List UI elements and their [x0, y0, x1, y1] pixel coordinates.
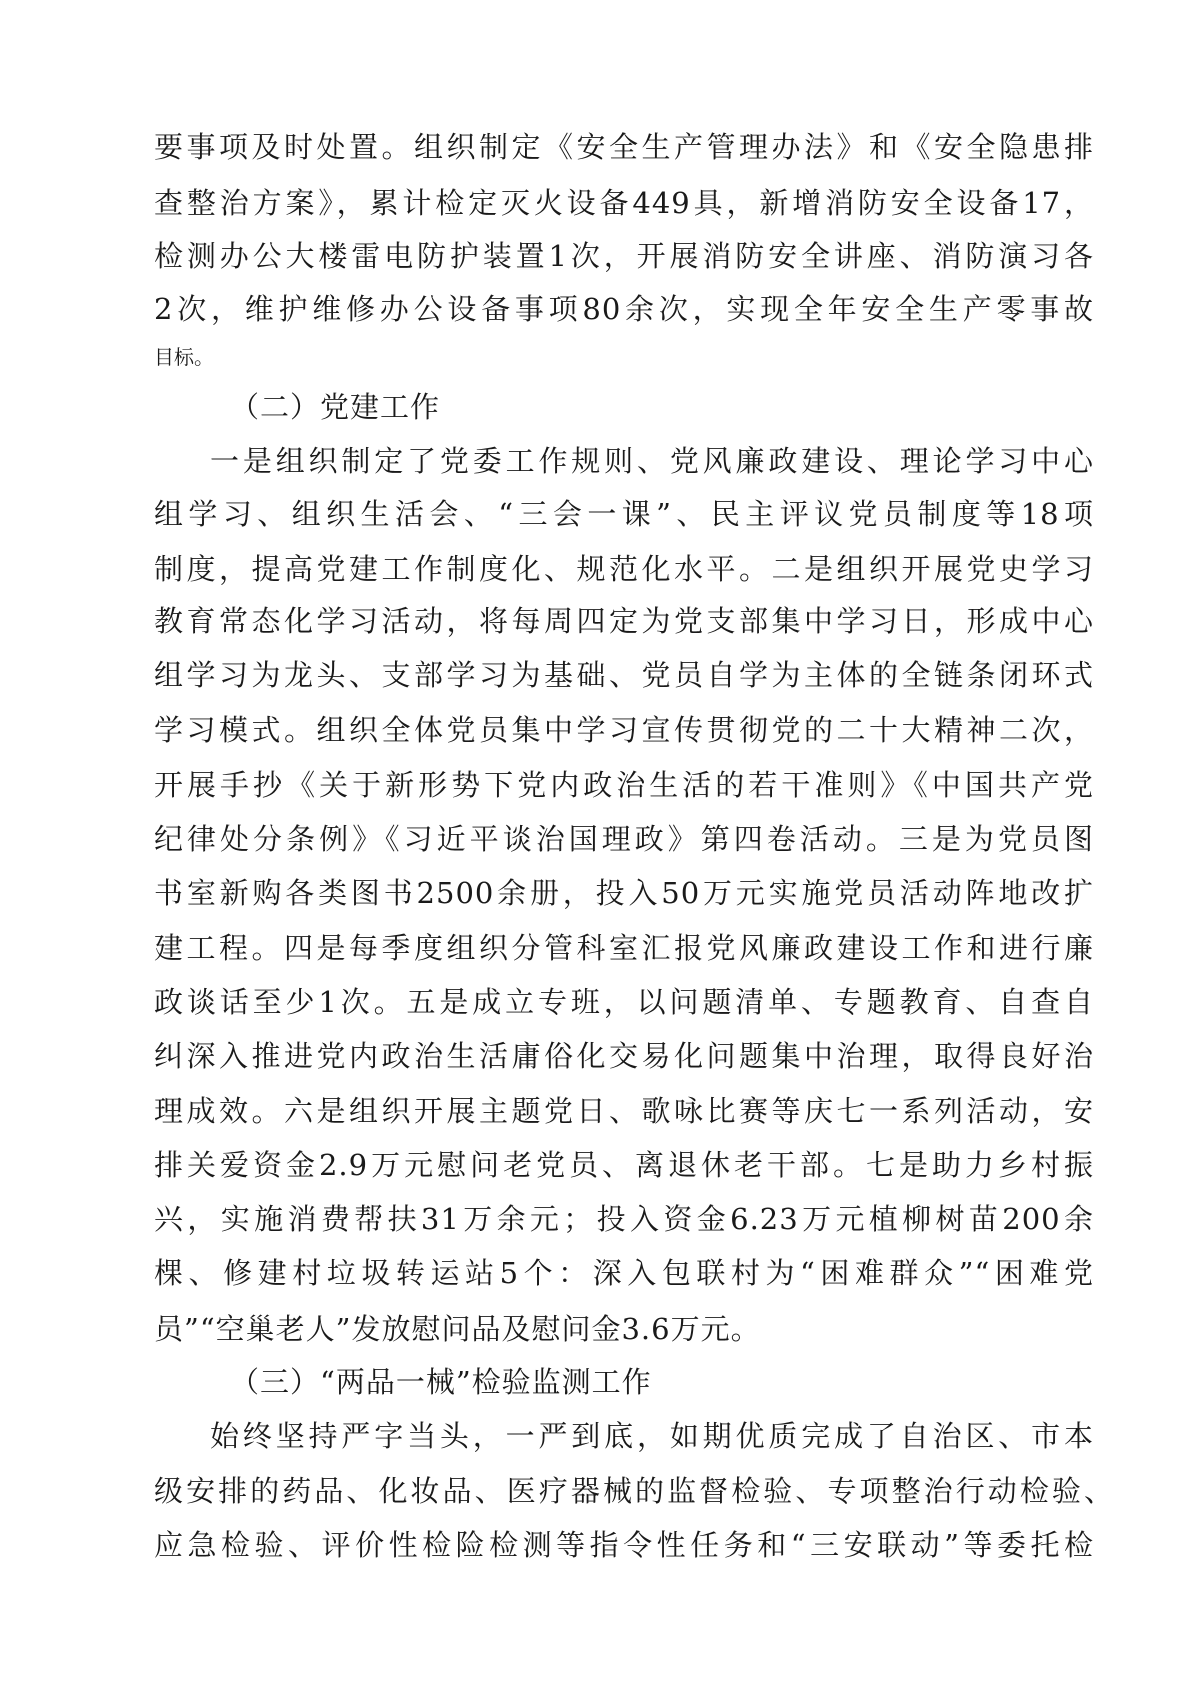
text-line: 应急检验、评价性检险检测等指令性任务和“三安联动”等委托检: [154, 1528, 1094, 1562]
text-line: 级安排的药品、化妆品、医疗器械的监督检验、专项整治行动检验、: [154, 1474, 1114, 1508]
text-line: 检测办公大楼雷电防护装置1次，开展消防安全讲座、消防演习各: [154, 239, 1094, 273]
text-line: 员”“空巢老人”发放慰问品及慰问金3.6万元。: [154, 1312, 761, 1346]
text-line: 兴，实施消费帮扶31万余元；投入资金6.23万元植柳树苗200余: [154, 1202, 1094, 1236]
text-line: 要事项及时处置。组织制定《安全生产管理办法》和《安全隐患排: [154, 130, 1094, 164]
text-line: 棵、修建村垃圾转运站5个：深入包联村为“困难群众”“困难党: [154, 1256, 1094, 1290]
text-line: 开展手抄《关于新形势下党内政治生活的若干准则》《中国共产党: [154, 768, 1094, 802]
text-line: 制度，提高党建工作制度化、规范化水平。二是组织开展党史学习: [154, 552, 1094, 586]
section-heading: （三）“两品一械”检验监测工作: [230, 1365, 652, 1399]
paragraph-first-line: 始终坚持严字当头，一严到底，如期优质完成了自治区、市本: [210, 1419, 1094, 1453]
text-line: 政谈话至少1次。五是成立专班，以问题清单、专题教育、自查自: [154, 985, 1094, 1019]
text-line: 教育常态化学习活动，将每周四定为党支部集中学习日，形成中心: [154, 604, 1094, 638]
paragraph-first-line: 一是组织制定了党委工作规则、党风廉政建设、理论学习中心: [210, 444, 1094, 478]
text-line: 组学习、组织生活会、“三会一课”、民主评议党员制度等18项: [154, 497, 1094, 531]
text-line: 查整治方案》，累计检定灭火设备449具，新增消防安全设备17，: [154, 186, 1094, 220]
section-heading: （二）党建工作: [230, 390, 441, 424]
text-line: 排关爱资金2.9万元慰问老党员、离退休老干部。七是助力乡村振: [154, 1148, 1094, 1182]
text-line: 理成效。六是组织开展主题党日、歌咏比赛等庆七一系列活动，安: [154, 1094, 1094, 1128]
text-line: 学习模式。组织全体党员集中学习宣传贯彻党的二十大精神二次，: [154, 713, 1094, 747]
text-line: 书室新购各类图书2500余册，投入50万元实施党员活动阵地改扩: [154, 876, 1094, 910]
text-line: 2次，维护维修办公设备事项80余次，实现全年安全生产零事故: [154, 292, 1094, 326]
text-line: 纪律处分条例》《习近平谈治国理政》第四卷活动。三是为党员图: [154, 822, 1094, 856]
text-line: 目标。: [154, 345, 214, 369]
text-line: 组学习为龙头、支部学习为基础、党员自学为主体的全链条闭环式: [154, 658, 1094, 692]
text-line: 建工程。四是每季度组织分管科室汇报党风廉政建设工作和进行廉: [154, 931, 1094, 965]
text-line: 纠深入推进党内政治生活庸俗化交易化问题集中治理，取得良好治: [154, 1039, 1094, 1073]
